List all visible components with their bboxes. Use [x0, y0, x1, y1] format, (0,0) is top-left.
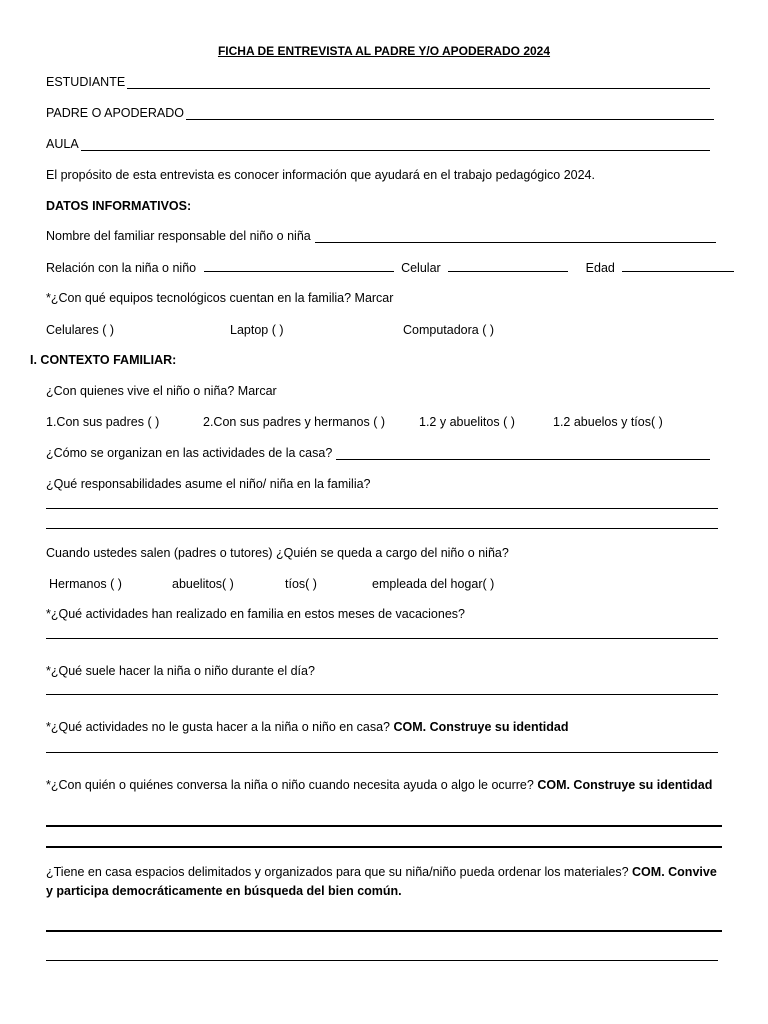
- conversa-line-2[interactable]: [46, 846, 722, 848]
- familiar-blank[interactable]: [315, 232, 716, 243]
- celular-blank[interactable]: [448, 261, 568, 272]
- relacion-blank[interactable]: [204, 261, 394, 272]
- no-gusta-text: *¿Qué actividades no le gusta hacer a la niña o niño en casa?: [46, 720, 390, 734]
- espacios-line-2[interactable]: [46, 960, 718, 961]
- salen-empleada[interactable]: empleada del hogar( ): [372, 577, 495, 591]
- datos-heading: DATOS INFORMATIVOS:: [46, 199, 192, 213]
- organizan-field[interactable]: [46, 446, 710, 460]
- padre-label: PADRE O APODERADO: [46, 106, 184, 120]
- padre-blank[interactable]: [186, 109, 714, 120]
- salen-question: Cuando ustedes salen (padres o tutores) ¿Quién se queda a cargo del niño o niña?: [46, 546, 509, 560]
- equipos-question: *¿Con qué equipos tecnológicos cuentan en la familia? Marcar: [46, 291, 394, 305]
- vive-option-2[interactable]: 2.Con sus padres y hermanos ( ): [203, 415, 386, 429]
- no-gusta-com: COM. Construye su identidad: [393, 720, 569, 734]
- dia-question: *¿Qué suele hacer la niña o niño durante el día?: [46, 664, 315, 678]
- relacion-row: [46, 261, 734, 275]
- estudiante-blank[interactable]: [127, 78, 710, 89]
- estudiante-label: ESTUDIANTE: [46, 75, 126, 89]
- edad-label: Edad: [585, 261, 615, 275]
- aula-field[interactable]: [46, 137, 710, 151]
- responsabilidades-line-1[interactable]: [46, 508, 718, 509]
- vacaciones-question: *¿Qué actividades han realizado en familia en estos meses de vacaciones?: [46, 607, 465, 621]
- vive-option-4[interactable]: 1.2 abuelos y tíos( ): [553, 415, 663, 429]
- familiar-field[interactable]: [46, 229, 716, 243]
- conversa-text: *¿Con quién o quiénes conversa la niña o niño cuando necesita ayuda o algo le ocurre?: [46, 778, 534, 792]
- edad-blank[interactable]: [622, 261, 734, 272]
- conversa-com: COM. Construye su identidad: [537, 778, 713, 792]
- estudiante-field[interactable]: [46, 75, 710, 89]
- familiar-label: Nombre del familiar responsable del niño o niña: [46, 229, 311, 243]
- no-gusta-line[interactable]: [46, 752, 718, 753]
- espacios-line-1[interactable]: [46, 930, 722, 932]
- equipo-laptop[interactable]: Laptop ( ): [230, 323, 284, 337]
- vive-question: ¿Con quienes vive el niño o niña? Marcar: [46, 384, 277, 398]
- padre-field[interactable]: [46, 106, 714, 120]
- equipo-celulares[interactable]: Celulares ( ): [46, 323, 115, 337]
- celular-label: Celular: [401, 261, 441, 275]
- aula-label: AULA: [46, 137, 79, 151]
- conversa-question: [46, 776, 726, 795]
- document-title: FICHA DE ENTREVISTA AL PADRE Y/O APODERADO 2024: [217, 44, 551, 58]
- salen-abuelitos[interactable]: abuelitos( ): [172, 577, 234, 591]
- vive-option-3[interactable]: 1.2 y abuelitos ( ): [419, 415, 515, 429]
- relacion-label: Relación con la niña o niño: [46, 261, 197, 275]
- vacaciones-line[interactable]: [46, 638, 718, 639]
- organizan-blank[interactable]: [336, 449, 710, 460]
- aula-blank[interactable]: [81, 140, 710, 151]
- purpose-text: El propósito de esta entrevista es conocer información que ayudará en el trabajo pedagógico 2024.: [46, 168, 595, 182]
- conversa-line-1[interactable]: [46, 825, 722, 827]
- espacios-com: COM. Convive y participa democráticamente en búsqueda del bien común.: [46, 865, 717, 898]
- espacios-question: [46, 863, 726, 901]
- salen-tios[interactable]: tíos( ): [285, 577, 317, 591]
- responsabilidades-line-2[interactable]: [46, 528, 718, 529]
- equipo-computadora[interactable]: Computadora ( ): [403, 323, 495, 337]
- contexto-heading: I. CONTEXTO FAMILIAR:: [30, 353, 177, 367]
- responsabilidades-question: ¿Qué responsabilidades asume el niño/ niña en la familia?: [46, 477, 371, 491]
- espacios-text: ¿Tiene en casa espacios delimitados y organizados para que su niña/niño pueda ordenar los materiales?: [46, 865, 629, 879]
- dia-line[interactable]: [46, 694, 718, 695]
- no-gusta-question: [46, 720, 568, 734]
- organizan-label: ¿Cómo se organizan en las actividades de la casa?: [46, 446, 333, 460]
- salen-hermanos[interactable]: Hermanos ( ): [49, 577, 122, 591]
- vive-option-1[interactable]: 1.Con sus padres ( ): [46, 415, 160, 429]
